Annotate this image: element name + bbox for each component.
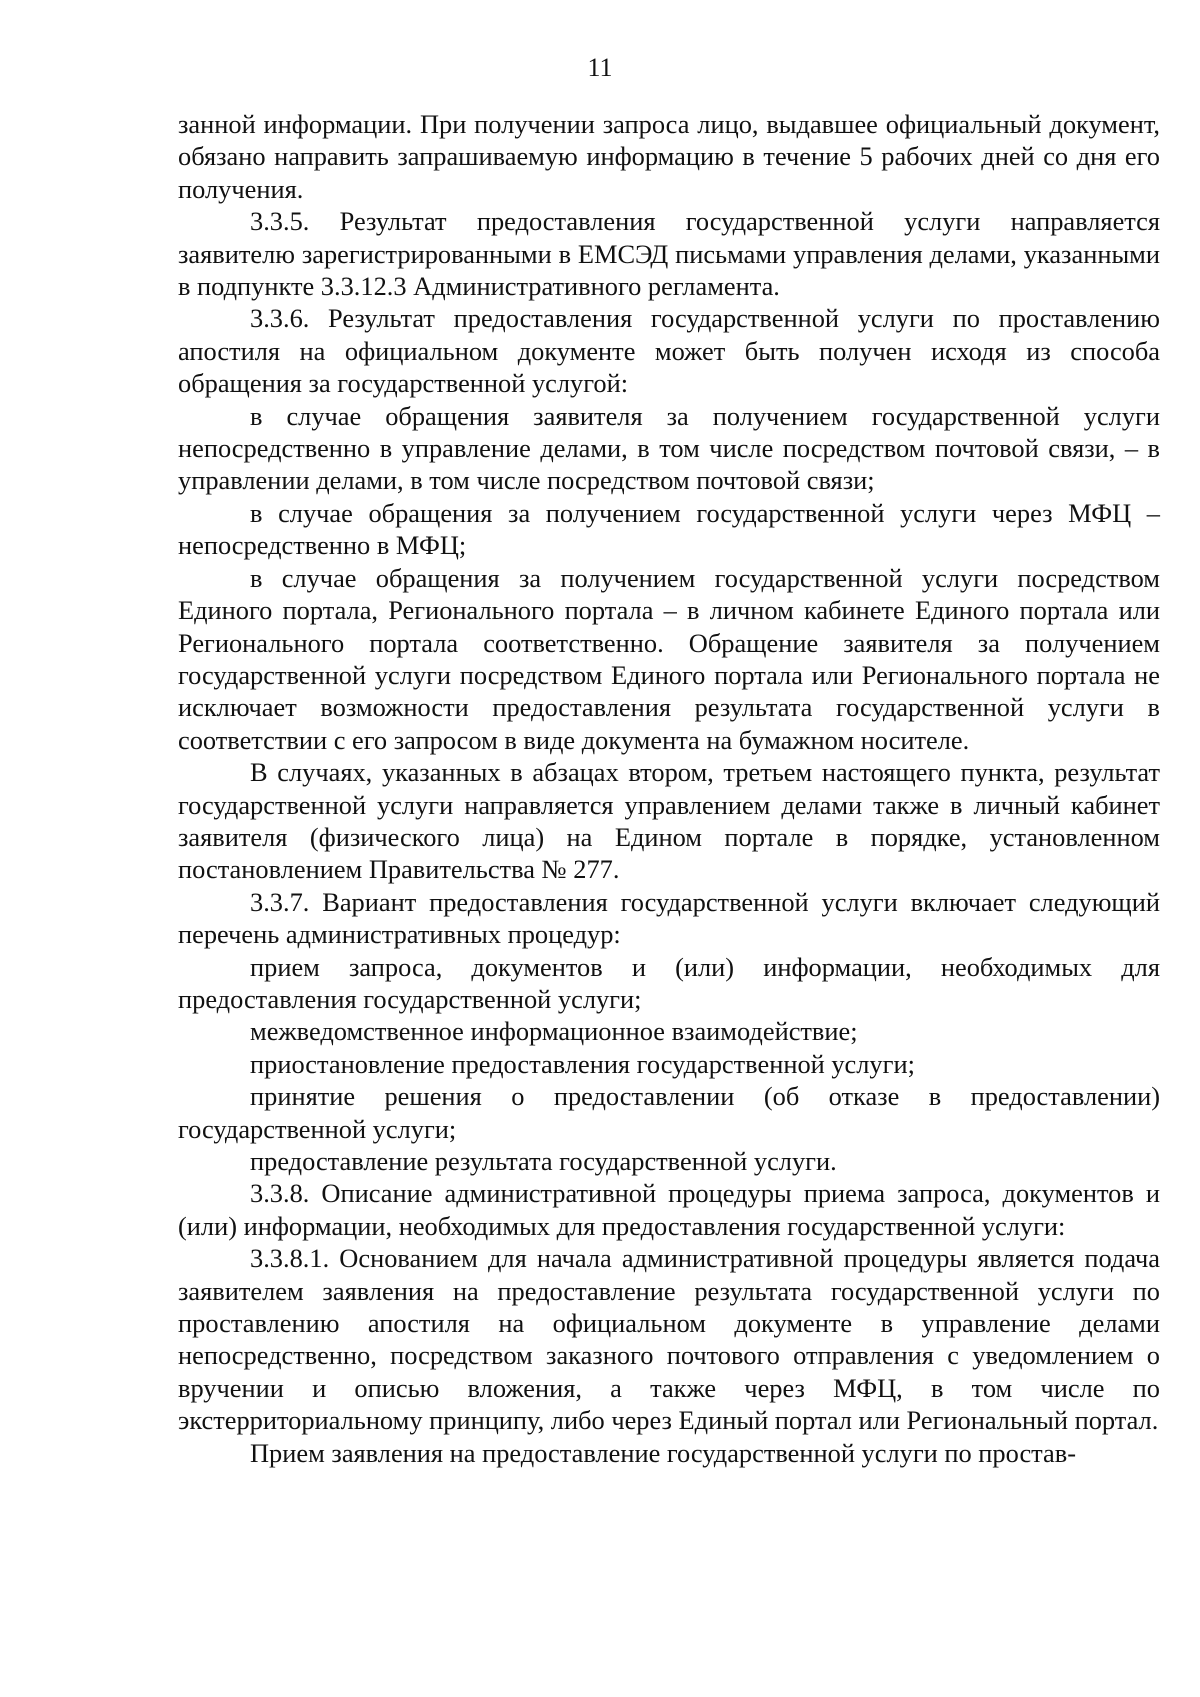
page-number: 11 (587, 53, 613, 82)
document-body (178, 108, 1160, 1469)
paragraph-3-3-8-1: 3.3.8.1. Основанием для начала административной процедуры является подача заявителем заявления на предоставление результата государственной услуги по проставлению апостиля на официальном документе в управление делами непосредственно, посредством заказного почтового отправления с уведомлением о вручении и описью вложения, а также через МФЦ, в том числе по экстерриториальному принципу, либо через Единый портал или Региональный портал. (178, 1243, 1160, 1436)
list-item-procedure-4: принятие решения о предоставлении (об отказе в предоставлении) государственной услуги; (178, 1081, 1160, 1144)
paragraph-direct-office: в случае обращения заявителя за получением государственной услуги непосредственно в управление делами, в том числе посредством почтовой связи, – в управлении делами, в том числе посредством почтовой связи; (178, 400, 1160, 496)
list-item-procedure-3: приостановление предоставления государственной услуги; (250, 1048, 915, 1079)
list-item-procedure-5: предоставление результата государственной услуги. (250, 1146, 837, 1176)
paragraph-3-3-5: 3.3.5. Результат предоставления государственной услуги направляется заявителю зарегистрированными в ЕМСЭД письмами управления делами, указанными в подпункте 3.3.12.3 Административного регламента. (178, 206, 1160, 302)
paragraph-reception: Прием заявления на предоставление государственной услуги по простав- (250, 1437, 1076, 1468)
list-item-procedure-2: межведомственное информационное взаимодействие; (250, 1016, 858, 1047)
list-item-procedure-1: прием запроса, документов и (или) информации, необходимых для предоставления государственной услуги; (178, 951, 1160, 1014)
paragraph-3-3-6: 3.3.6. Результат предоставления государственной услуги по проставлению апостиля на официальном документе может быть получен исходя из способа обращения за государственной услугой: (178, 303, 1160, 399)
paragraph-3-3-7: 3.3.7. Вариант предоставления государственной услуги включает следующий перечень административных процедур: (178, 886, 1160, 950)
paragraph-mfc: в случае обращения за получением государственной услуги через МФЦ – непосредственно в МФЦ; (178, 497, 1160, 561)
paragraph-continuation: занной информации. При получении запроса лицо, выдавшее официальный документ, обязано направить запрашиваемую информацию в течение 5 рабочих дней со дня его получения. (178, 109, 1160, 204)
paragraph-3-3-8: 3.3.8. Описание административной процедуры приема запроса, документов и (или) информации, необходимых для предоставления государственной услуги: (178, 1178, 1160, 1241)
paragraph-personal-cabinet: В случаях, указанных в абзацах втором, третьем настоящего пункта, результат государственной услуги направляется управлением делами также в личный кабинет заявителя (физического лица) на Едином портале в порядке, установленном постановлением Правительства № 277. (178, 757, 1160, 885)
paragraph-portal: в случае обращения за получением государственной услуги посредством Единого портала, Регионального портала – в личном кабинете Единого портала или Регионального портала соответственно. Обращение заявителя за получением государственной услуги посредством Единого портала или Регионального портала не исключает возможности предоставления результата государственной услуги в соответствии с его запросом в виде документа на бумажном носителе. (178, 562, 1160, 755)
